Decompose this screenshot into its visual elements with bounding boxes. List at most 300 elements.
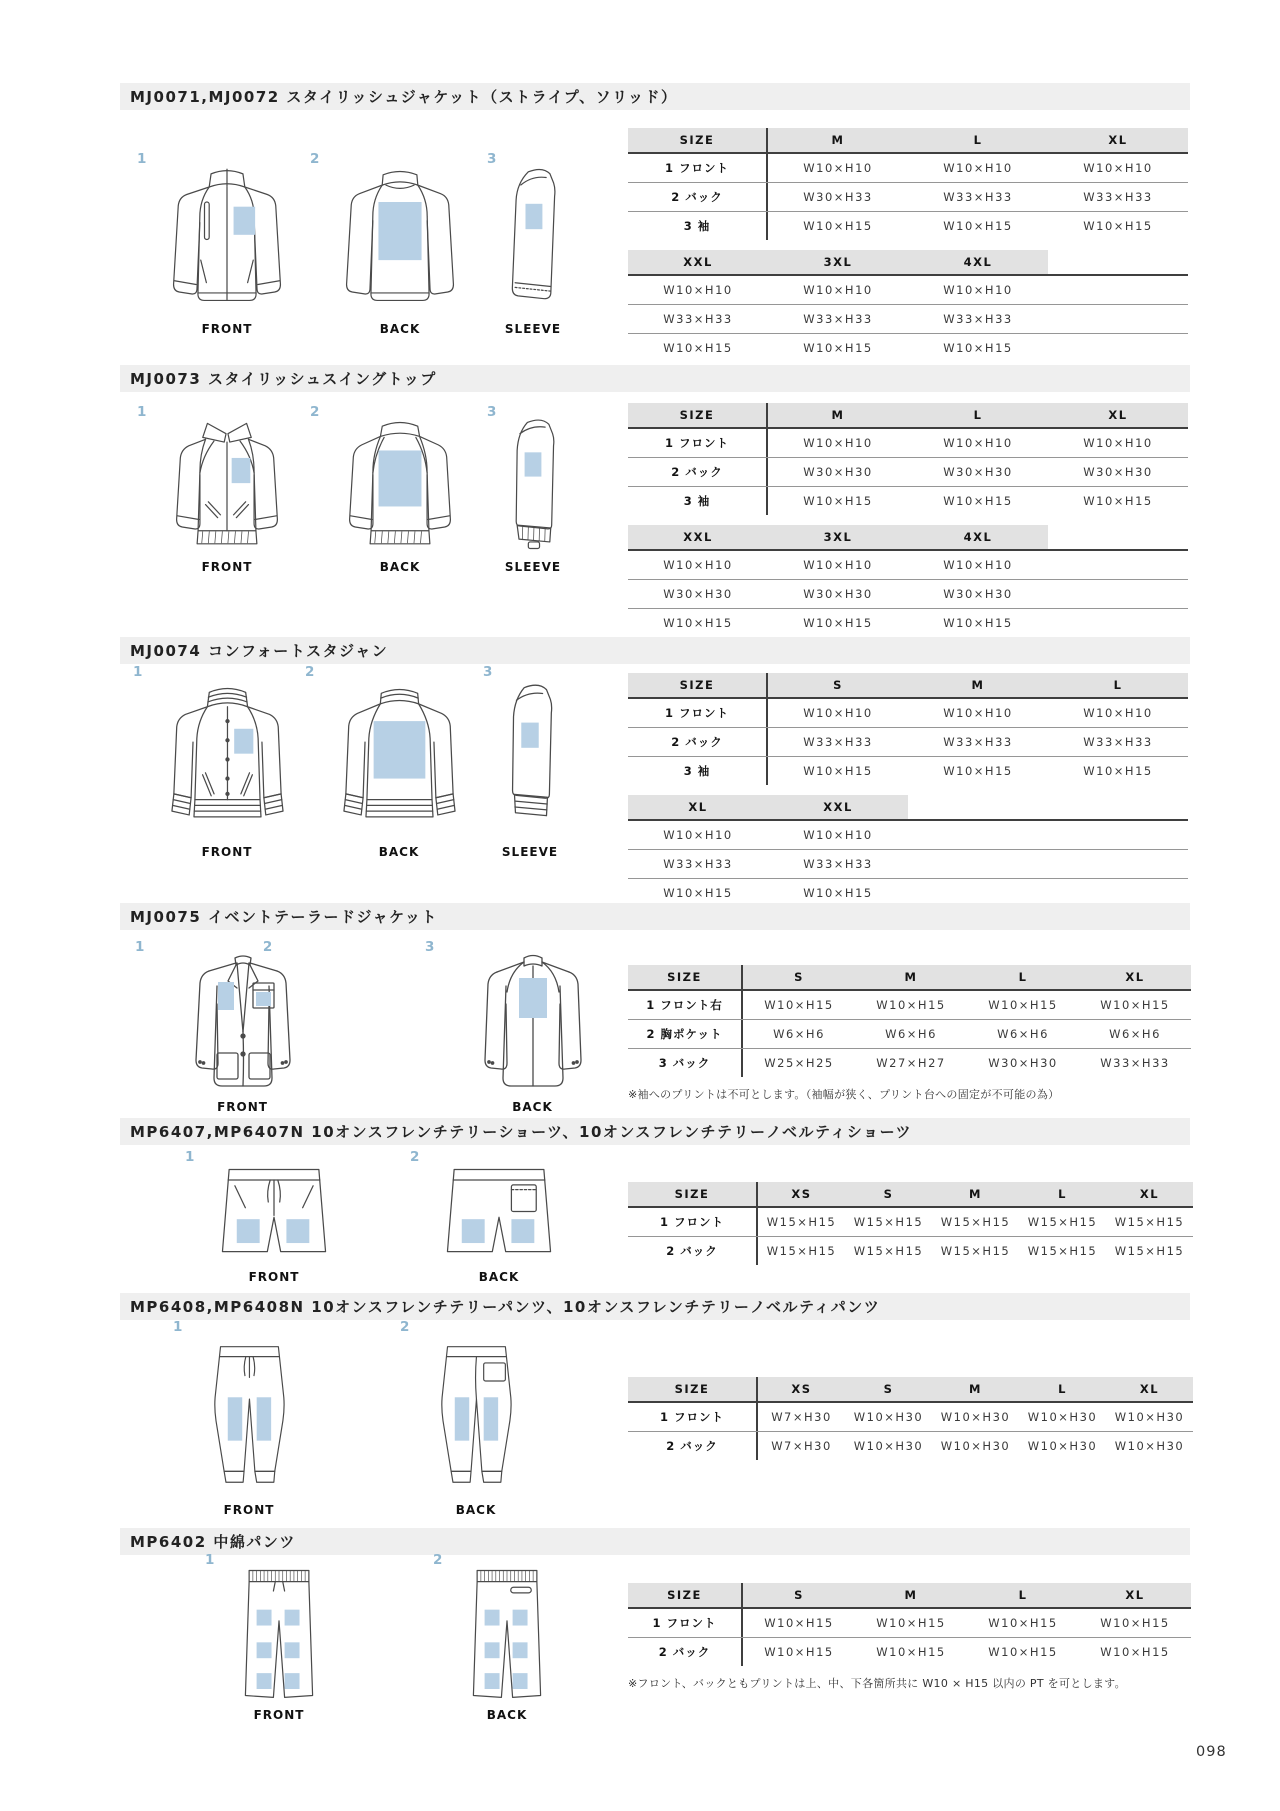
size-header-cell: XL [1106, 1182, 1193, 1206]
print-location-number: 3 [483, 664, 493, 680]
table-row [628, 212, 1188, 240]
dimension-cell: W10×H15 [764, 1645, 834, 1659]
print-location-number: 1 [133, 664, 143, 680]
table-header-row [628, 965, 1191, 991]
dimension-cell: W15×H15 [940, 1244, 1011, 1258]
table-header-row [628, 1377, 1193, 1403]
size-header-cell: M [855, 1583, 967, 1607]
dimension-cell: W15×H15 [766, 1244, 837, 1258]
pd-front-line-art [220, 1563, 338, 1703]
print-size-table [628, 1583, 1191, 1666]
dimension-cell: W10×H10 [803, 706, 873, 720]
table-row [628, 1049, 1191, 1077]
size-header-cell: L [908, 128, 1048, 152]
size-header-cell: S [743, 1583, 855, 1607]
size-tables [628, 673, 1188, 907]
section-header-bar [120, 1528, 1190, 1555]
tl-back-line-art [440, 950, 625, 1095]
size-tables [628, 403, 1188, 637]
table-row [628, 305, 1188, 334]
dimension-cell: W7×H30 [771, 1439, 832, 1453]
sw-sleeve-line-art [502, 415, 564, 555]
print-size-table [628, 673, 1188, 785]
table-row [628, 991, 1191, 1020]
section-title: MP6407,MP6407N 10オンスフレンチテリーショーツ、10オンスフレンチテリーノベルティショーツ [130, 1123, 912, 1141]
sh-front-line-art [200, 1160, 348, 1265]
dimension-cell: W10×H15 [803, 341, 873, 355]
location-label-cell: 2 バック [628, 1638, 743, 1666]
table-row [628, 1432, 1193, 1460]
view-label: FRONT [201, 322, 253, 336]
jk-back-drawing [325, 162, 475, 317]
location-label-cell: 1 フロント [628, 699, 768, 727]
table-row [628, 580, 1188, 609]
table-row [628, 1609, 1191, 1638]
garment-view-back [425, 939, 625, 1114]
sh-back-line-art [425, 1160, 573, 1265]
product-section [120, 637, 1190, 900]
size-header-cell: XS [758, 1182, 845, 1206]
dimension-cell: W27×H27 [876, 1056, 946, 1070]
table-row [628, 551, 1188, 580]
section-header-bar [120, 365, 1190, 392]
garment-view-back [305, 664, 478, 859]
size-tables [628, 1377, 1193, 1460]
dimension-cell: W10×H15 [988, 1645, 1058, 1659]
print-location-number: 3 [425, 939, 435, 955]
dimension-cell: W10×H10 [803, 558, 873, 572]
view-label: FRONT [201, 560, 253, 574]
tl-front-line-art [150, 950, 335, 1095]
dimension-cell: W10×H30 [1027, 1410, 1098, 1424]
size-header-cell: XXL [768, 795, 908, 819]
dimension-cell: W10×H10 [803, 161, 873, 175]
table-row [628, 728, 1188, 757]
section-title: MP6408,MP6408N 10オンスフレンチテリーパンツ、10オンスフレンチテリーノベルティパンツ [130, 1298, 881, 1316]
dimension-cell: W10×H15 [876, 1616, 946, 1630]
vs-front-line-art [148, 675, 306, 840]
dimension-cell: W10×H15 [943, 616, 1013, 630]
dimension-cell: W33×H33 [943, 735, 1013, 749]
sh-back-drawing [425, 1160, 573, 1265]
view-label: BACK [379, 322, 421, 336]
section-header-bar [120, 1118, 1190, 1145]
tl-back-drawing [440, 950, 625, 1095]
garment-view-front [137, 151, 302, 336]
size-tables [628, 965, 1191, 1102]
product-section [120, 83, 1190, 355]
size-header-cell: S [743, 965, 855, 989]
section-title: MJ0075 イベントテーラードジャケット [130, 908, 438, 926]
dimension-cell: W10×H10 [943, 558, 1013, 572]
dimension-cell: W10×H30 [940, 1410, 1011, 1424]
print-location-number: 1 [205, 1552, 215, 1568]
section-header-bar [120, 637, 1190, 664]
dimension-cell: W15×H15 [1027, 1215, 1098, 1229]
size-header-cell: XL [1079, 965, 1191, 989]
size-header-cell: XL [1048, 403, 1188, 427]
dimension-cell: W33×H33 [1100, 1056, 1170, 1070]
table-row [628, 821, 1188, 850]
dimension-cell: W10×H15 [1100, 1645, 1170, 1659]
dimension-cell: W10×H30 [853, 1410, 924, 1424]
table-row [628, 458, 1188, 487]
size-header-cell: SIZE [628, 965, 743, 989]
sw-sleeve-drawing [502, 415, 564, 555]
dimension-cell: W30×H33 [803, 190, 873, 204]
location-label-cell: 2 バック [628, 1432, 758, 1460]
garment-view-back [410, 1149, 573, 1284]
dimension-cell: W7×H30 [771, 1410, 832, 1424]
dimension-cell: W6×H6 [997, 1027, 1049, 1041]
section-title: MJ0073 スタイリッシュスイングトップ [130, 370, 437, 388]
size-header-cell: 3XL [768, 525, 908, 549]
jk-front-drawing [152, 162, 302, 317]
jk-sleeve-line-art [502, 162, 564, 317]
print-size-table-extended [628, 250, 1188, 362]
section-header-bar [120, 83, 1190, 110]
print-location-number: 2 [410, 1149, 420, 1165]
size-header-cell: M [855, 965, 967, 989]
dimension-cell: W10×H15 [943, 494, 1013, 508]
view-label: BACK [455, 1503, 497, 1517]
location-label-cell: 1 フロント [628, 429, 768, 457]
pd-front-drawing [220, 1563, 338, 1703]
dimension-cell: W10×H15 [988, 1616, 1058, 1630]
jk-front-line-art [152, 162, 302, 317]
size-header-cell: L [967, 1583, 1079, 1607]
page-number: 098 [1196, 1744, 1227, 1760]
dimension-cell: W10×H15 [663, 341, 733, 355]
dimension-cell: W33×H33 [1083, 190, 1153, 204]
size-header-cell: M [932, 1377, 1019, 1401]
dimension-cell: W10×H10 [663, 828, 733, 842]
dimension-cell: W10×H15 [876, 998, 946, 1012]
garment-view-sleeve [487, 404, 564, 574]
dimension-cell: W10×H15 [764, 998, 834, 1012]
dimension-cell: W6×H6 [773, 1027, 825, 1041]
size-tables [628, 1583, 1191, 1691]
dimension-cell: W10×H10 [1083, 436, 1153, 450]
size-header-cell: XL [1106, 1377, 1193, 1401]
dimension-cell: W30×H30 [803, 587, 873, 601]
print-location-number: 2 [310, 404, 320, 420]
table-header-row [628, 1583, 1191, 1609]
dimension-cell: W15×H15 [1114, 1244, 1185, 1258]
sw-back-drawing [325, 415, 475, 555]
location-label-cell: 1 フロント [628, 1609, 743, 1637]
vs-front-drawing [148, 675, 306, 840]
dimension-cell: W10×H15 [663, 886, 733, 900]
print-size-table-extended [628, 525, 1188, 637]
size-header-cell: SIZE [628, 403, 768, 427]
vs-back-line-art [320, 675, 478, 840]
garment-view-front [133, 664, 306, 859]
print-location-number: 3 [487, 404, 497, 420]
dimension-cell: W33×H33 [1083, 735, 1153, 749]
dimension-cell: W25×H25 [764, 1056, 834, 1070]
dimension-cell: W10×H15 [803, 764, 873, 778]
dimension-cell: W10×H15 [764, 1616, 834, 1630]
dimension-cell: W33×H33 [803, 857, 873, 871]
print-location-number: 2 [400, 1319, 410, 1335]
dimension-cell: W6×H6 [1109, 1027, 1161, 1041]
vs-sleeve-line-art [498, 675, 562, 840]
table-row [628, 183, 1188, 212]
dimension-cell: W10×H10 [943, 436, 1013, 450]
print-location-number: 2 [310, 151, 320, 167]
size-header-cell: 4XL [908, 250, 1048, 274]
garment-view-front [205, 1552, 338, 1722]
dimension-cell: W10×H10 [1083, 161, 1153, 175]
dimension-cell: W30×H30 [1083, 465, 1153, 479]
dimension-cell: W10×H15 [943, 764, 1013, 778]
dimension-cell: W10×H10 [1083, 706, 1153, 720]
dimension-cell: W30×H30 [943, 465, 1013, 479]
print-size-table [628, 965, 1191, 1077]
size-header-cell: M [768, 403, 908, 427]
sw-back-line-art [325, 415, 475, 555]
size-header-cell: XL [628, 795, 768, 819]
dimension-cell: W15×H15 [940, 1215, 1011, 1229]
size-tables [628, 128, 1188, 362]
table-row [628, 1237, 1193, 1265]
dimension-cell: W33×H33 [803, 735, 873, 749]
location-label-cell: 2 バック [628, 183, 768, 211]
location-label-cell: 1 フロント [628, 154, 768, 182]
print-size-table [628, 1377, 1193, 1460]
view-label: FRONT [223, 1503, 275, 1517]
size-header-cell: XL [1079, 1583, 1191, 1607]
table-header-row [628, 1182, 1193, 1208]
table-header-row [628, 128, 1188, 154]
size-header-cell: S [768, 673, 908, 697]
dimension-cell: W15×H15 [1027, 1244, 1098, 1258]
location-label-cell: 1 フロント右 [628, 991, 743, 1019]
product-section [120, 1118, 1190, 1284]
table-row [628, 1208, 1193, 1237]
view-label: FRONT [217, 1100, 268, 1114]
print-size-table [628, 403, 1188, 515]
dimension-cell: W30×H30 [943, 587, 1013, 601]
garment-view-sleeve [487, 151, 564, 336]
view-label: BACK [486, 1708, 528, 1722]
location-label-cell: 2 バック [628, 1237, 758, 1265]
size-header-cell: XXL [628, 525, 768, 549]
dimension-cell: W33×H33 [943, 190, 1013, 204]
table-row [628, 154, 1188, 183]
location-label-cell: 1 フロント [628, 1208, 758, 1236]
dimension-cell: W33×H33 [663, 857, 733, 871]
dimension-cell: W10×H15 [1083, 494, 1153, 508]
garment-view-front [185, 1149, 348, 1284]
dimension-cell: W10×H10 [803, 828, 873, 842]
dimension-cell: W10×H10 [803, 283, 873, 297]
pt-front-drawing [188, 1330, 310, 1498]
table-row [628, 276, 1188, 305]
location-label-cell: 2 バック [628, 458, 768, 486]
dimension-cell: W10×H15 [988, 998, 1058, 1012]
dimension-cell: W33×H33 [943, 312, 1013, 326]
location-label-cell: 3 バック [628, 1049, 743, 1077]
size-header-cell: XL [1048, 128, 1188, 152]
dimension-cell: W10×H30 [940, 1439, 1011, 1453]
section-header-bar [120, 903, 1190, 930]
pt-back-line-art [415, 1330, 537, 1498]
view-label: FRONT [253, 1708, 305, 1722]
dimension-cell: W10×H15 [876, 1645, 946, 1659]
dimension-cell: W10×H15 [1083, 764, 1153, 778]
dimension-cell: W10×H15 [663, 616, 733, 630]
size-header-cell: XXL [628, 250, 768, 274]
view-label: SLEEVE [504, 560, 562, 574]
table-row [628, 1020, 1191, 1049]
size-header-cell: L [1048, 673, 1188, 697]
dimension-cell: W30×H30 [803, 465, 873, 479]
dimension-cell: W33×H33 [663, 312, 733, 326]
vs-sleeve-drawing [498, 675, 562, 840]
garment-view-back [310, 151, 475, 336]
dimension-cell: W10×H10 [663, 558, 733, 572]
garment-view-front [137, 404, 302, 574]
print-note: ※袖へのプリントは不可とします。（袖幅が狭く、プリント台への固定が不可能の為） [628, 1088, 1060, 1101]
product-section [120, 1528, 1190, 1722]
dimension-cell: W15×H15 [853, 1244, 924, 1258]
location-label-cell: 3 袖 [628, 212, 768, 240]
table-header-row [628, 403, 1188, 429]
pd-back-line-art [448, 1563, 566, 1703]
dimension-cell: W10×H10 [943, 283, 1013, 297]
view-label: FRONT [201, 845, 253, 859]
dimension-cell: W10×H30 [1027, 1439, 1098, 1453]
dimension-cell: W30×H30 [988, 1056, 1058, 1070]
view-label: BACK [379, 560, 421, 574]
dimension-cell: W15×H15 [1114, 1215, 1185, 1229]
product-section [120, 903, 1190, 1114]
dimension-cell: W33×H33 [803, 312, 873, 326]
print-location-number: 1 [135, 939, 145, 955]
section-title: MJ0074 コンフォートスタジャン [130, 642, 389, 660]
size-header-cell: SIZE [628, 1583, 743, 1607]
pt-front-line-art [188, 1330, 310, 1498]
view-label: FRONT [248, 1270, 300, 1284]
dimension-cell: W10×H15 [943, 219, 1013, 233]
dimension-cell: W30×H30 [663, 587, 733, 601]
size-header-cell: S [845, 1377, 932, 1401]
location-label-cell: 2 バック [628, 728, 768, 756]
size-header-cell: SIZE [628, 1182, 758, 1206]
print-location-number: 1 [185, 1149, 195, 1165]
table-header-row [628, 250, 1188, 276]
dimension-cell: W10×H30 [1114, 1410, 1185, 1424]
dimension-cell: W10×H15 [803, 219, 873, 233]
dimension-cell: W10×H15 [1083, 219, 1153, 233]
print-note: ※フロント、バックともプリントは上、中、下各箇所共に W10 × H15 以内の PT を可とします。 [628, 1677, 1126, 1690]
table-row [628, 1403, 1193, 1432]
size-header-cell: M [768, 128, 908, 152]
pt-back-drawing [415, 1330, 537, 1498]
print-location-number: 1 [137, 151, 147, 167]
garment-view-front [173, 1319, 310, 1517]
product-section [120, 365, 1190, 630]
section-title: MP6402 中綿パンツ [130, 1533, 296, 1551]
location-label-cell: 1 フロント [628, 1403, 758, 1431]
table-header-row [628, 795, 1188, 821]
size-header-cell: SIZE [628, 673, 768, 697]
table-row [628, 1638, 1191, 1666]
size-header-cell: M [932, 1182, 1019, 1206]
view-label: SLEEVE [501, 845, 559, 859]
size-tables [628, 1182, 1193, 1265]
size-header-cell: SIZE [628, 128, 768, 152]
garment-view-front [135, 939, 335, 1114]
dimension-cell: W15×H15 [766, 1215, 837, 1229]
table-header-row [628, 673, 1188, 699]
location-label-cell: 2 胸ポケット [628, 1020, 743, 1048]
dimension-cell: W10×H30 [1114, 1439, 1185, 1453]
tl-front-drawing [150, 950, 335, 1095]
dimension-cell: W10×H15 [803, 616, 873, 630]
vs-back-drawing [320, 675, 478, 840]
sw-front-line-art [152, 415, 302, 555]
view-label: SLEEVE [504, 322, 562, 336]
product-section [120, 1293, 1190, 1517]
size-header-cell: L [1019, 1377, 1106, 1401]
table-row [628, 757, 1188, 785]
location-label-cell: 3 袖 [628, 757, 768, 785]
table-row [628, 334, 1188, 362]
dimension-cell: W6×H6 [885, 1027, 937, 1041]
garment-view-back [433, 1552, 566, 1722]
size-header-cell: SIZE [628, 1377, 758, 1401]
print-location-number: 2 [305, 664, 315, 680]
jk-back-line-art [325, 162, 475, 317]
garment-view-sleeve [483, 664, 562, 859]
size-header-cell: 4XL [908, 525, 1048, 549]
print-location-number: 3 [487, 151, 497, 167]
view-label: BACK [478, 1270, 520, 1284]
dimension-cell: W10×H10 [943, 161, 1013, 175]
garment-view-back [400, 1319, 537, 1517]
size-header-cell: L [1019, 1182, 1106, 1206]
print-size-table [628, 1182, 1193, 1265]
size-header-cell: L [908, 403, 1048, 427]
dimension-cell: W10×H30 [853, 1439, 924, 1453]
table-row [628, 487, 1188, 515]
table-row [628, 429, 1188, 458]
dimension-cell: W10×H15 [803, 886, 873, 900]
table-row [628, 850, 1188, 879]
size-header-cell: XS [758, 1377, 845, 1401]
size-header-cell: L [967, 965, 1079, 989]
dimension-cell: W10×H10 [803, 436, 873, 450]
dimension-cell: W10×H15 [1100, 998, 1170, 1012]
print-location-number: 2 [262, 939, 273, 955]
location-label-cell: 3 袖 [628, 487, 768, 515]
section-header-bar [120, 1293, 1190, 1320]
size-header-cell: S [845, 1182, 932, 1206]
dimension-cell: W10×H15 [1100, 1616, 1170, 1630]
jk-sleeve-drawing [502, 162, 564, 317]
sw-front-drawing [152, 415, 302, 555]
print-location-number: 1 [137, 404, 147, 420]
pd-back-drawing [448, 1563, 566, 1703]
table-row [628, 609, 1188, 637]
dimension-cell: W10×H10 [943, 706, 1013, 720]
table-header-row [628, 525, 1188, 551]
view-label: BACK [378, 845, 420, 859]
size-header-cell: 3XL [768, 250, 908, 274]
